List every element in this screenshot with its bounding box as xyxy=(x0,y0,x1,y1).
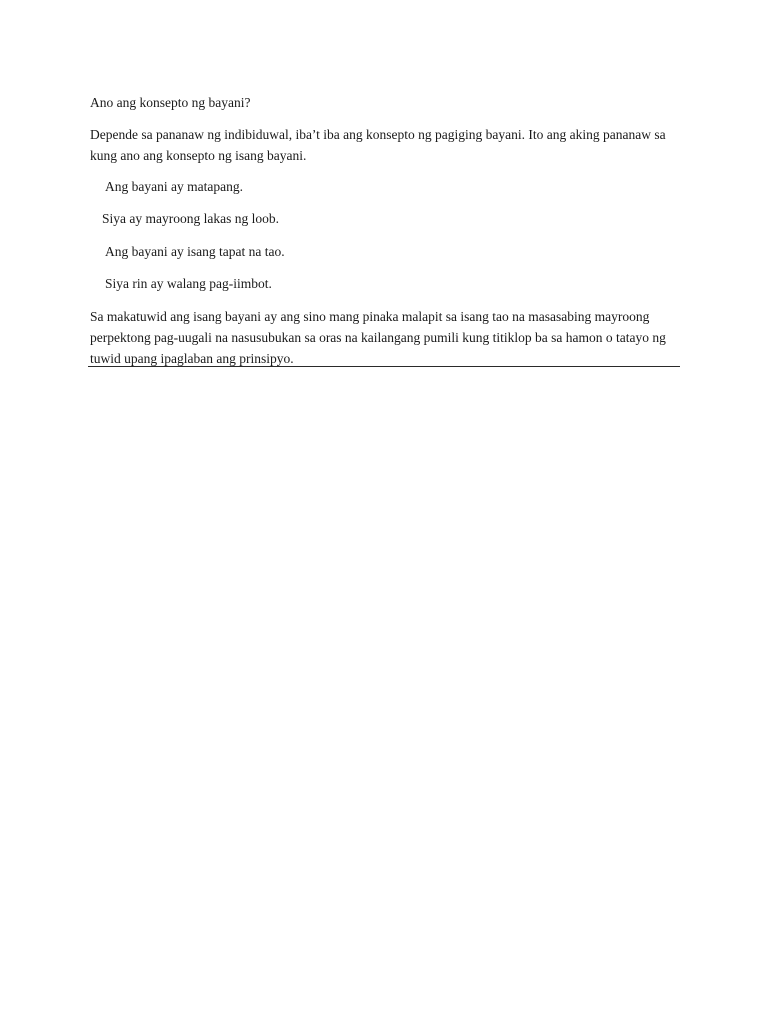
list-item: Siya ay mayroong lakas ng loob. xyxy=(102,211,279,226)
horizontal-rule xyxy=(88,366,680,367)
list-item: Ang bayani ay matapang. xyxy=(105,179,243,194)
conclusion-paragraph: Sa makatuwid ang isang bayani ay ang sino mang pinaka malapit sa isang tao na masasabing mayroong perpektong pag-uugali na nasusubukan sa oras na kailangang pumili kung titiklop ba sa hamon o tatayo ng tuwid upang ipaglaban ang prinsipyo. xyxy=(90,309,666,366)
list-item: Siya rin ay walang pag-iimbot. xyxy=(105,276,272,291)
question-heading: Ano ang konsepto ng bayani? xyxy=(90,95,251,110)
list-item: Ang bayani ay isang tapat na tao. xyxy=(105,244,285,259)
intro-paragraph: Depende sa pananaw ng indibiduwal, iba’t iba ang konsepto ng pagiging bayani. Ito ang aking pananaw sa kung ano ang konsepto ng isang bayani. xyxy=(90,127,666,163)
